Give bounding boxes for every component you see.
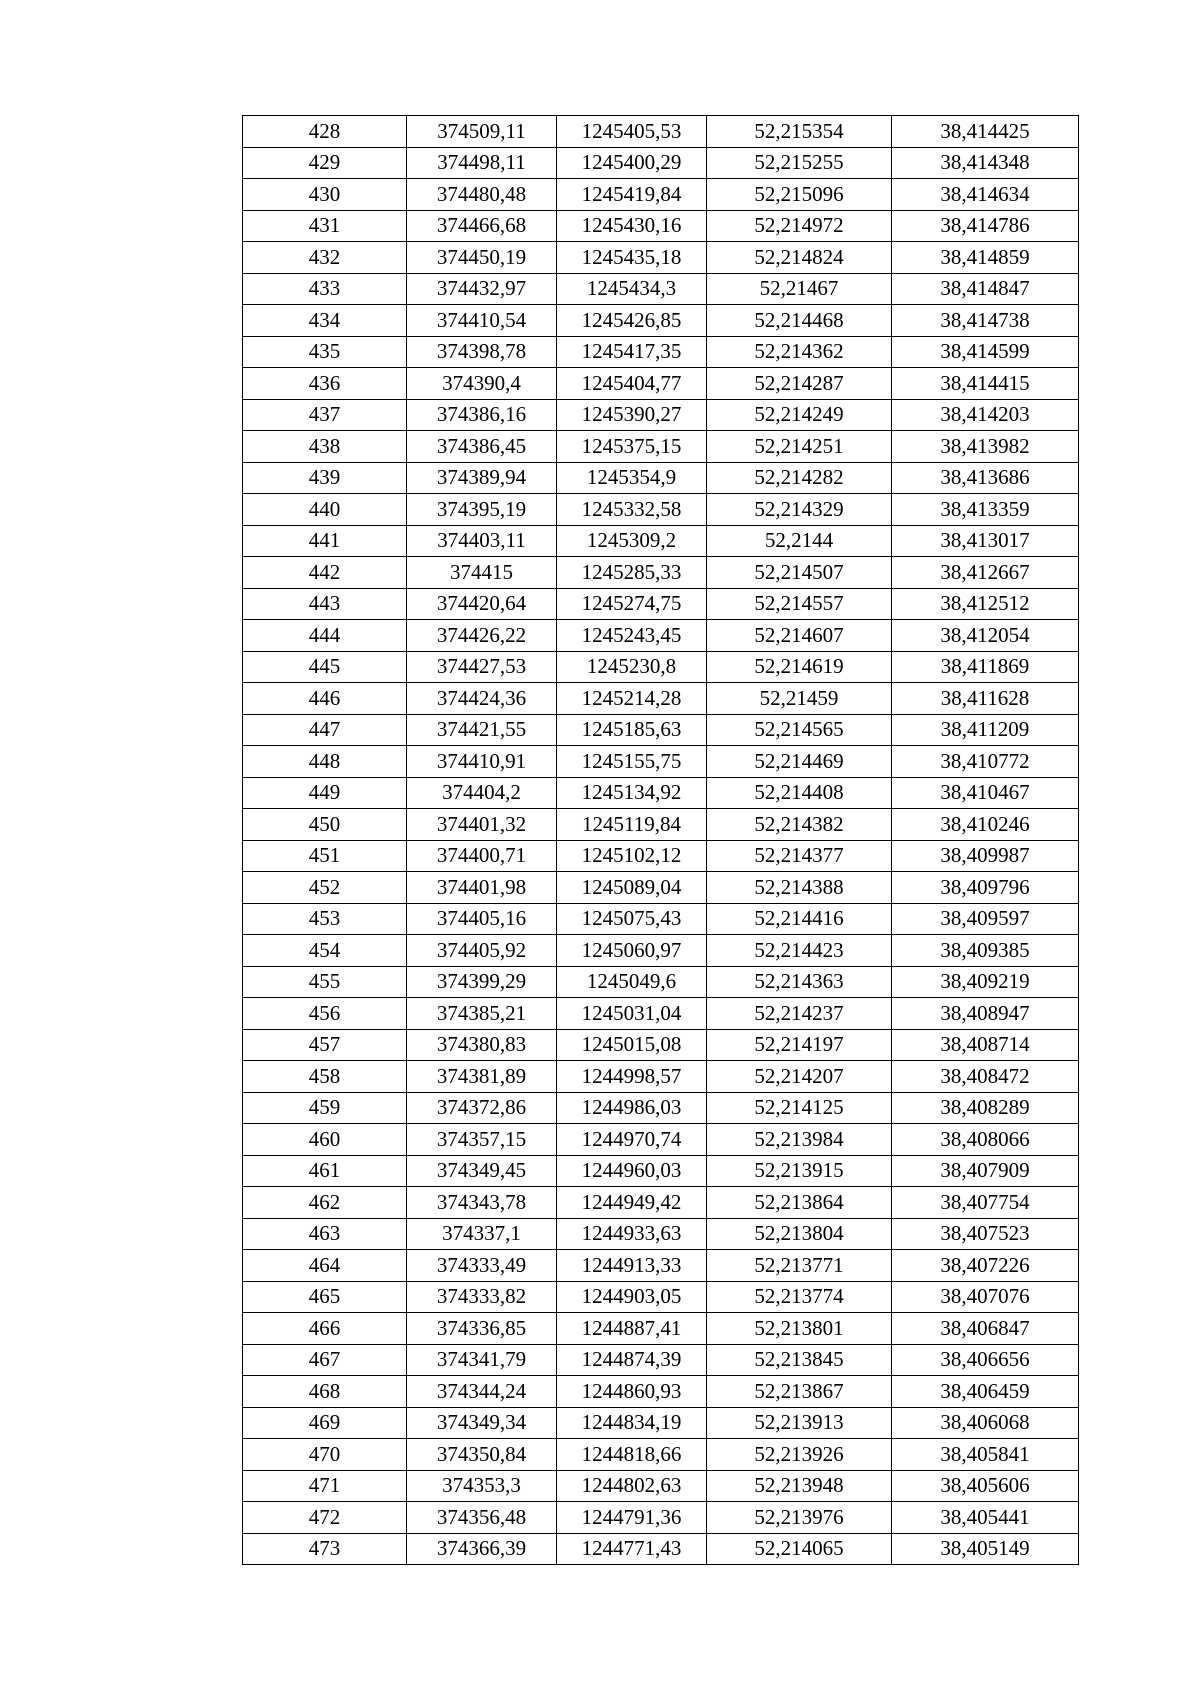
x-coordinate-cell: 374356,48 — [407, 1502, 557, 1534]
table-row — [243, 1439, 1079, 1471]
y-coordinate-cell: 1244903,05 — [557, 1281, 707, 1313]
longitude-cell: 38,414847 — [892, 273, 1079, 305]
y-coordinate-cell: 1245332,58 — [557, 494, 707, 526]
longitude-cell: 38,414599 — [892, 336, 1079, 368]
y-coordinate-cell: 1244818,66 — [557, 1439, 707, 1471]
table-row — [243, 1218, 1079, 1250]
longitude-cell: 38,413982 — [892, 431, 1079, 463]
y-coordinate-cell: 1245274,75 — [557, 588, 707, 620]
point-number-cell: 456 — [243, 998, 407, 1030]
point-number-cell: 432 — [243, 242, 407, 274]
latitude-cell: 52,2144 — [707, 525, 892, 557]
y-coordinate-cell: 1245419,84 — [557, 179, 707, 211]
table-row — [243, 1061, 1079, 1093]
x-coordinate-cell: 374480,48 — [407, 179, 557, 211]
point-number-cell: 434 — [243, 305, 407, 337]
latitude-cell: 52,214065 — [707, 1533, 892, 1565]
x-coordinate-cell: 374398,78 — [407, 336, 557, 368]
latitude-cell: 52,214565 — [707, 714, 892, 746]
y-coordinate-cell: 1244834,19 — [557, 1407, 707, 1439]
y-coordinate-cell: 1244913,33 — [557, 1250, 707, 1282]
table-row — [243, 210, 1079, 242]
x-coordinate-cell: 374400,71 — [407, 840, 557, 872]
point-number-cell: 441 — [243, 525, 407, 557]
y-coordinate-cell: 1245405,53 — [557, 116, 707, 148]
point-number-cell: 436 — [243, 368, 407, 400]
x-coordinate-cell: 374341,79 — [407, 1344, 557, 1376]
point-number-cell: 455 — [243, 966, 407, 998]
y-coordinate-cell: 1244887,41 — [557, 1313, 707, 1345]
latitude-cell: 52,213926 — [707, 1439, 892, 1471]
longitude-cell: 38,410772 — [892, 746, 1079, 778]
table-row — [243, 872, 1079, 904]
point-number-cell: 428 — [243, 116, 407, 148]
table-row — [243, 1029, 1079, 1061]
point-number-cell: 468 — [243, 1376, 407, 1408]
longitude-cell: 38,405149 — [892, 1533, 1079, 1565]
latitude-cell: 52,213976 — [707, 1502, 892, 1534]
table-row — [243, 116, 1079, 148]
x-coordinate-cell: 374466,68 — [407, 210, 557, 242]
x-coordinate-cell: 374333,82 — [407, 1281, 557, 1313]
y-coordinate-cell: 1244960,03 — [557, 1155, 707, 1187]
longitude-cell: 38,409385 — [892, 935, 1079, 967]
point-number-cell: 463 — [243, 1218, 407, 1250]
y-coordinate-cell: 1244802,63 — [557, 1470, 707, 1502]
y-coordinate-cell: 1245089,04 — [557, 872, 707, 904]
longitude-cell: 38,406847 — [892, 1313, 1079, 1345]
table-row — [243, 147, 1079, 179]
x-coordinate-cell: 374450,19 — [407, 242, 557, 274]
y-coordinate-cell: 1245243,45 — [557, 620, 707, 652]
longitude-cell: 38,407076 — [892, 1281, 1079, 1313]
longitude-cell: 38,406656 — [892, 1344, 1079, 1376]
x-coordinate-cell: 374337,1 — [407, 1218, 557, 1250]
latitude-cell: 52,213915 — [707, 1155, 892, 1187]
longitude-cell: 38,414425 — [892, 116, 1079, 148]
y-coordinate-cell: 1244998,57 — [557, 1061, 707, 1093]
point-number-cell: 467 — [243, 1344, 407, 1376]
y-coordinate-cell: 1245075,43 — [557, 903, 707, 935]
point-number-cell: 452 — [243, 872, 407, 904]
point-number-cell: 457 — [243, 1029, 407, 1061]
table-row — [243, 683, 1079, 715]
y-coordinate-cell: 1244949,42 — [557, 1187, 707, 1219]
y-coordinate-cell: 1245400,29 — [557, 147, 707, 179]
latitude-cell: 52,214557 — [707, 588, 892, 620]
latitude-cell: 52,214469 — [707, 746, 892, 778]
table-row — [243, 809, 1079, 841]
table-row — [243, 1187, 1079, 1219]
table-row — [243, 1155, 1079, 1187]
longitude-cell: 38,412054 — [892, 620, 1079, 652]
x-coordinate-cell: 374349,34 — [407, 1407, 557, 1439]
longitude-cell: 38,409597 — [892, 903, 1079, 935]
table-row — [243, 651, 1079, 683]
table-row — [243, 1092, 1079, 1124]
x-coordinate-cell: 374343,78 — [407, 1187, 557, 1219]
latitude-cell: 52,213984 — [707, 1124, 892, 1156]
table-row — [243, 336, 1079, 368]
table-row — [243, 494, 1079, 526]
table-row — [243, 746, 1079, 778]
x-coordinate-cell: 374432,97 — [407, 273, 557, 305]
x-coordinate-cell: 374410,91 — [407, 746, 557, 778]
table-row — [243, 305, 1079, 337]
point-number-cell: 472 — [243, 1502, 407, 1534]
coordinates-table-body — [243, 116, 1079, 1565]
longitude-cell: 38,406068 — [892, 1407, 1079, 1439]
x-coordinate-cell: 374399,29 — [407, 966, 557, 998]
point-number-cell: 445 — [243, 651, 407, 683]
y-coordinate-cell: 1245390,27 — [557, 399, 707, 431]
table-row — [243, 557, 1079, 589]
y-coordinate-cell: 1245417,35 — [557, 336, 707, 368]
y-coordinate-cell: 1245354,9 — [557, 462, 707, 494]
y-coordinate-cell: 1244970,74 — [557, 1124, 707, 1156]
table-row — [243, 903, 1079, 935]
longitude-cell: 38,410467 — [892, 777, 1079, 809]
longitude-cell: 38,406459 — [892, 1376, 1079, 1408]
latitude-cell: 52,214251 — [707, 431, 892, 463]
x-coordinate-cell: 374366,39 — [407, 1533, 557, 1565]
table-row — [243, 620, 1079, 652]
table-row — [243, 399, 1079, 431]
latitude-cell: 52,214382 — [707, 809, 892, 841]
latitude-cell: 52,214237 — [707, 998, 892, 1030]
y-coordinate-cell: 1244986,03 — [557, 1092, 707, 1124]
y-coordinate-cell: 1244874,39 — [557, 1344, 707, 1376]
point-number-cell: 442 — [243, 557, 407, 589]
latitude-cell: 52,214207 — [707, 1061, 892, 1093]
x-coordinate-cell: 374389,94 — [407, 462, 557, 494]
y-coordinate-cell: 1245375,15 — [557, 431, 707, 463]
x-coordinate-cell: 374427,53 — [407, 651, 557, 683]
table-row — [243, 431, 1079, 463]
y-coordinate-cell: 1245285,33 — [557, 557, 707, 589]
longitude-cell: 38,405606 — [892, 1470, 1079, 1502]
latitude-cell: 52,213913 — [707, 1407, 892, 1439]
table-row — [243, 1124, 1079, 1156]
table-row — [243, 1376, 1079, 1408]
point-number-cell: 446 — [243, 683, 407, 715]
x-coordinate-cell: 374386,45 — [407, 431, 557, 463]
x-coordinate-cell: 374410,54 — [407, 305, 557, 337]
latitude-cell: 52,213948 — [707, 1470, 892, 1502]
longitude-cell: 38,407909 — [892, 1155, 1079, 1187]
latitude-cell: 52,214287 — [707, 368, 892, 400]
y-coordinate-cell: 1245309,2 — [557, 525, 707, 557]
y-coordinate-cell: 1245031,04 — [557, 998, 707, 1030]
latitude-cell: 52,214362 — [707, 336, 892, 368]
table-row — [243, 935, 1079, 967]
x-coordinate-cell: 374401,98 — [407, 872, 557, 904]
table-row — [243, 966, 1079, 998]
y-coordinate-cell: 1244860,93 — [557, 1376, 707, 1408]
latitude-cell: 52,21459 — [707, 683, 892, 715]
x-coordinate-cell: 374357,15 — [407, 1124, 557, 1156]
longitude-cell: 38,414738 — [892, 305, 1079, 337]
point-number-cell: 447 — [243, 714, 407, 746]
point-number-cell: 431 — [243, 210, 407, 242]
point-number-cell: 449 — [243, 777, 407, 809]
x-coordinate-cell: 374498,11 — [407, 147, 557, 179]
longitude-cell: 38,410246 — [892, 809, 1079, 841]
y-coordinate-cell: 1244791,36 — [557, 1502, 707, 1534]
latitude-cell: 52,214249 — [707, 399, 892, 431]
table-row — [243, 242, 1079, 274]
point-number-cell: 460 — [243, 1124, 407, 1156]
latitude-cell: 52,214329 — [707, 494, 892, 526]
x-coordinate-cell: 374381,89 — [407, 1061, 557, 1093]
latitude-cell: 52,213867 — [707, 1376, 892, 1408]
point-number-cell: 461 — [243, 1155, 407, 1187]
point-number-cell: 454 — [243, 935, 407, 967]
y-coordinate-cell: 1245134,92 — [557, 777, 707, 809]
longitude-cell: 38,405441 — [892, 1502, 1079, 1534]
table-row — [243, 273, 1079, 305]
table-row — [243, 1533, 1079, 1565]
point-number-cell: 439 — [243, 462, 407, 494]
longitude-cell: 38,412667 — [892, 557, 1079, 589]
latitude-cell: 52,213804 — [707, 1218, 892, 1250]
table-row — [243, 1502, 1079, 1534]
x-coordinate-cell: 374405,92 — [407, 935, 557, 967]
point-number-cell: 437 — [243, 399, 407, 431]
table-row — [243, 1313, 1079, 1345]
point-number-cell: 450 — [243, 809, 407, 841]
table-row — [243, 998, 1079, 1030]
table-row — [243, 1470, 1079, 1502]
x-coordinate-cell: 374333,49 — [407, 1250, 557, 1282]
table-row — [243, 1344, 1079, 1376]
y-coordinate-cell: 1245434,3 — [557, 273, 707, 305]
latitude-cell: 52,214282 — [707, 462, 892, 494]
longitude-cell: 38,414786 — [892, 210, 1079, 242]
longitude-cell: 38,409796 — [892, 872, 1079, 904]
y-coordinate-cell: 1245119,84 — [557, 809, 707, 841]
latitude-cell: 52,213801 — [707, 1313, 892, 1345]
longitude-cell: 38,408289 — [892, 1092, 1079, 1124]
point-number-cell: 473 — [243, 1533, 407, 1565]
point-number-cell: 471 — [243, 1470, 407, 1502]
longitude-cell: 38,411628 — [892, 683, 1079, 715]
longitude-cell: 38,411869 — [892, 651, 1079, 683]
x-coordinate-cell: 374385,21 — [407, 998, 557, 1030]
point-number-cell: 435 — [243, 336, 407, 368]
latitude-cell: 52,214388 — [707, 872, 892, 904]
y-coordinate-cell: 1245060,97 — [557, 935, 707, 967]
x-coordinate-cell: 374415 — [407, 557, 557, 589]
y-coordinate-cell: 1245214,28 — [557, 683, 707, 715]
latitude-cell: 52,213774 — [707, 1281, 892, 1313]
y-coordinate-cell: 1245049,6 — [557, 966, 707, 998]
longitude-cell: 38,407226 — [892, 1250, 1079, 1282]
latitude-cell: 52,214468 — [707, 305, 892, 337]
longitude-cell: 38,411209 — [892, 714, 1079, 746]
point-number-cell: 429 — [243, 147, 407, 179]
y-coordinate-cell: 1245430,16 — [557, 210, 707, 242]
longitude-cell: 38,413686 — [892, 462, 1079, 494]
point-number-cell: 448 — [243, 746, 407, 778]
latitude-cell: 52,215255 — [707, 147, 892, 179]
latitude-cell: 52,215354 — [707, 116, 892, 148]
point-number-cell: 465 — [243, 1281, 407, 1313]
point-number-cell: 440 — [243, 494, 407, 526]
x-coordinate-cell: 374380,83 — [407, 1029, 557, 1061]
latitude-cell: 52,215096 — [707, 179, 892, 211]
longitude-cell: 38,412512 — [892, 588, 1079, 620]
latitude-cell: 52,214197 — [707, 1029, 892, 1061]
x-coordinate-cell: 374421,55 — [407, 714, 557, 746]
latitude-cell: 52,213771 — [707, 1250, 892, 1282]
table-row — [243, 1250, 1079, 1282]
point-number-cell: 433 — [243, 273, 407, 305]
latitude-cell: 52,214416 — [707, 903, 892, 935]
table-row — [243, 179, 1079, 211]
x-coordinate-cell: 374420,64 — [407, 588, 557, 620]
point-number-cell: 453 — [243, 903, 407, 935]
y-coordinate-cell: 1245155,75 — [557, 746, 707, 778]
latitude-cell: 52,213845 — [707, 1344, 892, 1376]
longitude-cell: 38,413359 — [892, 494, 1079, 526]
x-coordinate-cell: 374424,36 — [407, 683, 557, 715]
point-number-cell: 444 — [243, 620, 407, 652]
y-coordinate-cell: 1245426,85 — [557, 305, 707, 337]
y-coordinate-cell: 1245435,18 — [557, 242, 707, 274]
y-coordinate-cell: 1245185,63 — [557, 714, 707, 746]
point-number-cell: 438 — [243, 431, 407, 463]
latitude-cell: 52,214619 — [707, 651, 892, 683]
longitude-cell: 38,407754 — [892, 1187, 1079, 1219]
y-coordinate-cell: 1245102,12 — [557, 840, 707, 872]
x-coordinate-cell: 374386,16 — [407, 399, 557, 431]
table-row — [243, 525, 1079, 557]
point-number-cell: 470 — [243, 1439, 407, 1471]
longitude-cell: 38,414203 — [892, 399, 1079, 431]
longitude-cell: 38,414859 — [892, 242, 1079, 274]
x-coordinate-cell: 374395,19 — [407, 494, 557, 526]
table-row — [243, 1281, 1079, 1313]
y-coordinate-cell: 1244771,43 — [557, 1533, 707, 1565]
y-coordinate-cell: 1245230,8 — [557, 651, 707, 683]
longitude-cell: 38,409219 — [892, 966, 1079, 998]
latitude-cell: 52,214125 — [707, 1092, 892, 1124]
table-row — [243, 368, 1079, 400]
point-number-cell: 443 — [243, 588, 407, 620]
longitude-cell: 38,408947 — [892, 998, 1079, 1030]
latitude-cell: 52,214377 — [707, 840, 892, 872]
x-coordinate-cell: 374353,3 — [407, 1470, 557, 1502]
latitude-cell: 52,214824 — [707, 242, 892, 274]
latitude-cell: 52,214363 — [707, 966, 892, 998]
longitude-cell: 38,408066 — [892, 1124, 1079, 1156]
latitude-cell: 52,214507 — [707, 557, 892, 589]
x-coordinate-cell: 374405,16 — [407, 903, 557, 935]
latitude-cell: 52,214408 — [707, 777, 892, 809]
latitude-cell: 52,21467 — [707, 273, 892, 305]
y-coordinate-cell: 1245404,77 — [557, 368, 707, 400]
latitude-cell: 52,214607 — [707, 620, 892, 652]
longitude-cell: 38,405841 — [892, 1439, 1079, 1471]
point-number-cell: 469 — [243, 1407, 407, 1439]
x-coordinate-cell: 374349,45 — [407, 1155, 557, 1187]
longitude-cell: 38,407523 — [892, 1218, 1079, 1250]
x-coordinate-cell: 374404,2 — [407, 777, 557, 809]
longitude-cell: 38,408472 — [892, 1061, 1079, 1093]
latitude-cell: 52,214972 — [707, 210, 892, 242]
x-coordinate-cell: 374344,24 — [407, 1376, 557, 1408]
longitude-cell: 38,414348 — [892, 147, 1079, 179]
x-coordinate-cell: 374336,85 — [407, 1313, 557, 1345]
x-coordinate-cell: 374426,22 — [407, 620, 557, 652]
longitude-cell: 38,413017 — [892, 525, 1079, 557]
table-row — [243, 777, 1079, 809]
point-number-cell: 459 — [243, 1092, 407, 1124]
latitude-cell: 52,213864 — [707, 1187, 892, 1219]
x-coordinate-cell: 374403,11 — [407, 525, 557, 557]
point-number-cell: 462 — [243, 1187, 407, 1219]
longitude-cell: 38,414634 — [892, 179, 1079, 211]
table-row — [243, 462, 1079, 494]
point-number-cell: 466 — [243, 1313, 407, 1345]
point-number-cell: 464 — [243, 1250, 407, 1282]
x-coordinate-cell: 374372,86 — [407, 1092, 557, 1124]
point-number-cell: 458 — [243, 1061, 407, 1093]
point-number-cell: 430 — [243, 179, 407, 211]
point-number-cell: 451 — [243, 840, 407, 872]
table-row — [243, 714, 1079, 746]
table-row — [243, 840, 1079, 872]
coordinates-table — [242, 115, 1079, 1565]
x-coordinate-cell: 374390,4 — [407, 368, 557, 400]
x-coordinate-cell: 374350,84 — [407, 1439, 557, 1471]
x-coordinate-cell: 374401,32 — [407, 809, 557, 841]
y-coordinate-cell: 1244933,63 — [557, 1218, 707, 1250]
longitude-cell: 38,414415 — [892, 368, 1079, 400]
table-row — [243, 1407, 1079, 1439]
longitude-cell: 38,408714 — [892, 1029, 1079, 1061]
x-coordinate-cell: 374509,11 — [407, 116, 557, 148]
table-row — [243, 588, 1079, 620]
latitude-cell: 52,214423 — [707, 935, 892, 967]
y-coordinate-cell: 1245015,08 — [557, 1029, 707, 1061]
longitude-cell: 38,409987 — [892, 840, 1079, 872]
